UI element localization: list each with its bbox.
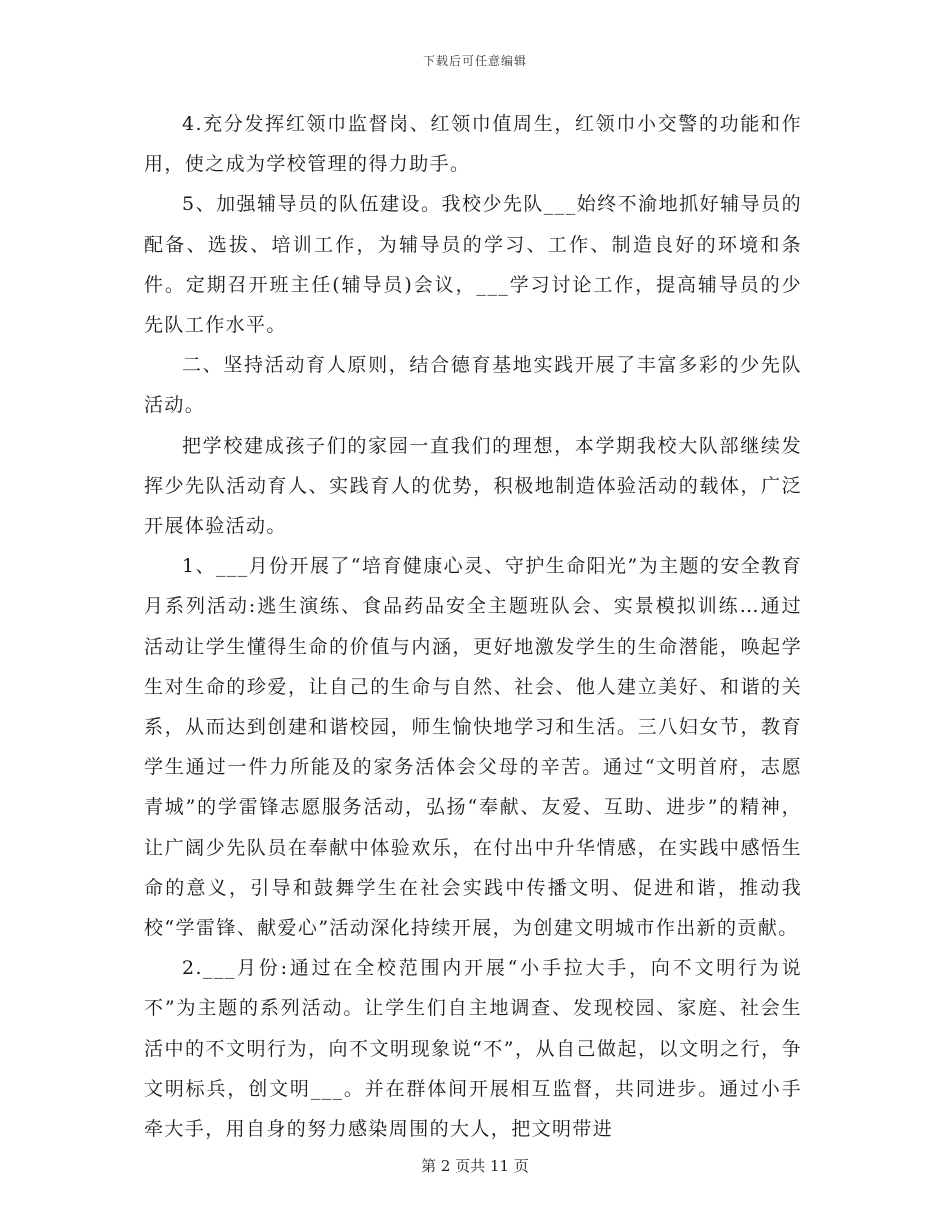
document-body (144, 104, 802, 1149)
paragraph-item-5: 5、加强辅导员的队伍建设。我校少先队___始终不渝地抓好辅导员的配备、选拔、培训工作，为辅导员的学习、工作、制造良好的环境和条件。定期召开班主任(辅导员)会议，___学习讨论工作，提高辅导员的少先队工作水平。 (144, 193, 802, 337)
paragraph-activity-1: 1、___月份开展了“培育健康心灵、守护生命阳光”为主题的安全教育月系列活动:逃生演练、食品药品安全主题班队会、实景模拟训练…通过活动让学生懂得生命的价值与内涵，更好地激发学生的生命潜能，唤起学生对生命的珍爱，让自己的生命与自然、社会、他人建立美好、和谐的关系，从而达到创建和谐校园，师生愉快地学习和生活。三八妇女节，教育学生通过一件力所能及的家务活体会父母的辛苦。通过“文明首府，志愿青城”的学雷锋志愿服务活动，弘扬“奉献、友爱、互助、进步”的精神，让广阔少先队员在奉献中体验欢乐，在付出中升华情感，在实践中感悟生命的意义，引导和鼓舞学生在社会实践中传播文明、促进和谐，推动我校“学雷锋、献爱心”活动深化持续开展，为创建文明城市作出新的贡献。 (144, 555, 802, 940)
paragraph-intro: 把学校建成孩子们的家园一直我们的理想，本学期我校大队部继续发挥少先队活动育人、实践育人的优势，积极地制造体验活动的载体，广泛开展体验活动。 (144, 434, 802, 538)
page-header: 下载后可任意编辑 (422, 54, 527, 68)
page-number: 第 2 页共 11 页 (421, 1157, 529, 1175)
section-heading-two: 二、坚持活动育人原则，结合德育基地实践开展了丰富多彩的少先队活动。 (144, 354, 802, 417)
paragraph-activity-2: 2.___月份:通过在全校范围内开展“小手拉大手，向不文明行为说不”为主题的系列活动。让学生们自主地调查、发现校园、家庭、社会生活中的不文明行为，向不文明现象说“不”，从自己做起，以文明之行，争文明标兵，创文明___。并在群体间开展相互监督，共同进步。通过小手牵大手，用自身的努力感染周围的大人，把文明带进 (144, 957, 802, 1141)
paragraph-item-4: 4.充分发挥红领巾监督岗、红领巾值周生，红领巾小交警的功能和作用，使之成为学校管理的得力助手。 (144, 113, 802, 176)
